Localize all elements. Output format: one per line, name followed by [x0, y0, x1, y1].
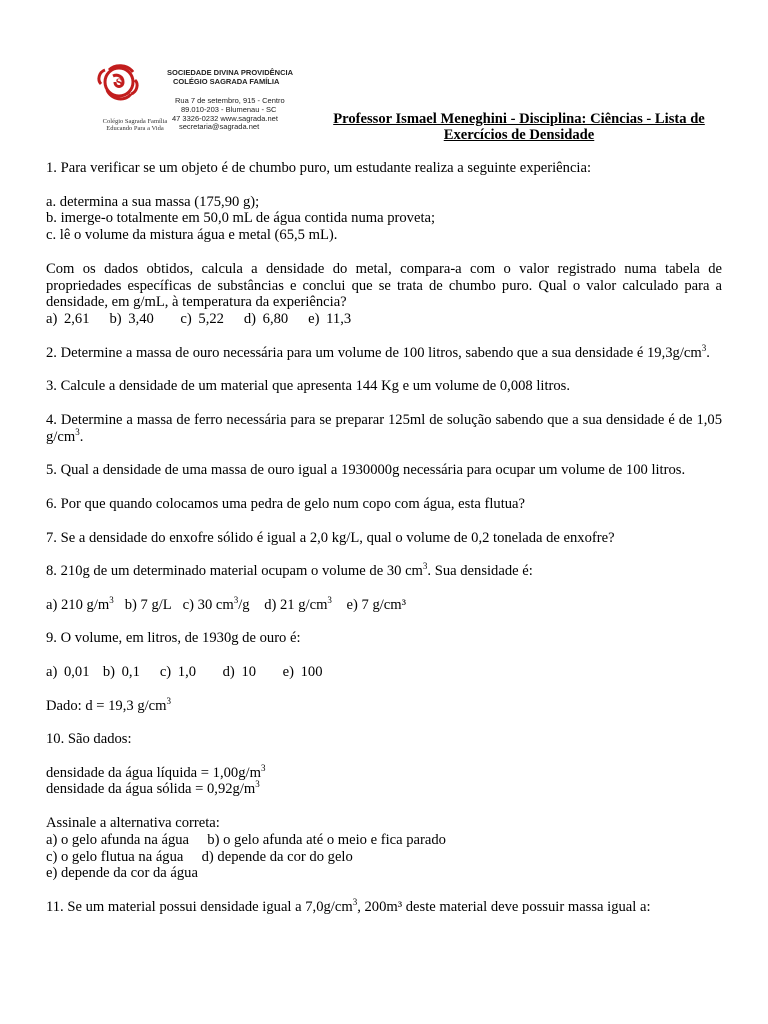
- question-8-options: [46, 594, 722, 614]
- logo-caption-motto: Educando Para a Vida: [106, 125, 164, 132]
- address-line-2: 89.010-203 - Blumenau - SC: [181, 104, 277, 114]
- superscript: 3: [255, 779, 260, 790]
- organization-contact: [172, 96, 285, 132]
- punctuation: .: [706, 344, 710, 361]
- question-9: 9. O volume, em litros, de 1930g de ouro é:: [46, 630, 301, 647]
- superscript: 3: [233, 594, 239, 605]
- question-10-option-d: d) depende da cor do gelo: [201, 848, 353, 865]
- superscript: 3: [422, 561, 428, 572]
- question-8-end: . Sua densidade é:: [427, 563, 533, 580]
- question-1-step-c: c. lê o volume da mistura água e metal (65,5 mL).: [46, 227, 338, 244]
- question-6: 6. Por que quando colocamos uma pedra de gelo num copo com água, esta flutua?: [46, 495, 526, 512]
- superscript: 3: [260, 762, 266, 773]
- question-8-option-a: [46, 594, 114, 613]
- question-1-text: Com os dados obtidos, calcula a densidade do metal, compara-a com o valor registrado numa tabela de propriedades específicas de substâncias e conclui que se trata de chumbo puro. Qual o valor calculado para a densidade, em g/mL, à temperatura da experiência?: [46, 260, 722, 311]
- title-line-2: Exercícios de Densidade: [443, 127, 595, 143]
- question-11-end: , 200m³ deste material deve possuir massa igual a:: [357, 899, 651, 916]
- question-8: [46, 563, 722, 580]
- question-9-given: [46, 695, 722, 715]
- org-name-line-2: COLÉGIO SAGRADA FAMÍLIA: [173, 77, 280, 86]
- question-11-text: 11. Se um material possui densidade igual a 7,0g/cm: [46, 899, 353, 916]
- superscript: 3: [327, 594, 332, 605]
- address-line-1: Rua 7 de setembro, 915 - Centro: [175, 96, 285, 105]
- question-2: [46, 342, 722, 362]
- question-10-option-e: e) depende da cor da água: [46, 865, 198, 882]
- page-title: [320, 111, 718, 143]
- superscript: 3: [166, 695, 172, 706]
- question-4: [46, 412, 722, 446]
- org-name-line-1: SOCIEDADE DIVINA PROVIDÊNCIA: [167, 68, 293, 77]
- question-1-stem: 1. Para verificar se um objeto é de chumbo puro, um estudante realiza a seguinte experiência:: [46, 160, 592, 176]
- superscript: 3: [352, 897, 358, 908]
- question-10: 10. São dados:: [46, 731, 132, 748]
- question-8-text: 8. 210g de um determinado material ocupam o volume de 30 cm: [46, 563, 423, 580]
- option-c-text: c) 30 cm: [182, 596, 234, 613]
- organization-name: [167, 68, 293, 86]
- email: secretaria@sagrada.net: [179, 122, 260, 132]
- question-7: 7. Se a densidade do enxofre sólido é igual a 2,0 kg/L, qual o volume de 0,2 tonelada de enxofre?: [46, 529, 615, 546]
- line-text: densidade da água líquida = 1,00g/m: [46, 764, 261, 781]
- superscript: 3: [75, 426, 80, 437]
- question-8-option-b: b) 7 g/L: [124, 596, 172, 613]
- question-10-instruction: Assinale a alternativa correta:: [46, 815, 220, 832]
- question-1-step-b: b. imerge-o totalmente em 50,0 mL de água contida numa proveta;: [46, 210, 436, 227]
- question-8-option-d: [264, 594, 332, 613]
- superscript: 3: [701, 342, 707, 353]
- svg-text:S: S: [115, 75, 123, 89]
- question-11: [46, 899, 722, 916]
- given-text: Dado: d = 19,3 g/cm: [46, 697, 167, 714]
- question-10-line-1: [46, 762, 722, 782]
- option-d-text: d) 21 g/cm: [264, 596, 328, 613]
- exercise-list: [46, 160, 722, 916]
- question-9-options: a) 0,01 b) 0,1 c) 1,0 d) 10 e) 100: [46, 663, 323, 680]
- punctuation: .: [79, 428, 84, 445]
- question-1-step-a: a. determina a sua massa (175,90 g);: [46, 193, 260, 210]
- title-line-1: Professor Ismael Meneghini - Disciplina: Ciências - Lista de: [333, 111, 705, 127]
- question-8-option-c: [182, 594, 250, 613]
- question-1-options: a) 2,61 b) 3,40 c) 5,22 d) 6,80 e) 11,3: [46, 311, 352, 328]
- question-10-options-row-2: [46, 849, 722, 866]
- document-header: [95, 60, 755, 150]
- question-8-option-e: e) 7 g/cm³: [346, 596, 407, 613]
- question-2-text: 2. Determine a massa de ouro necessária para um volume de 100 litros, sabendo que a sua densidade é 19,3g/cm: [46, 344, 702, 361]
- question-10-option-a: a) o gelo afunda na água: [46, 831, 190, 848]
- question-5: 5. Qual a densidade de uma massa de ouro igual a 1930000g necessária para ocupar um volume de 100 litros.: [46, 462, 686, 479]
- superscript: 3: [109, 594, 114, 605]
- question-10-option-b: b) o gelo afunda até o meio e fica parado: [207, 831, 446, 848]
- option-a-text: a) 210 g/m: [46, 596, 110, 613]
- option-c-end: /g: [238, 596, 250, 613]
- logo-caption: [95, 118, 175, 132]
- question-3: 3. Calcule a densidade de um material que apresenta 144 Kg e um volume de 0,008 litros.: [46, 378, 571, 395]
- line-text: densidade da água sólida = 0,92g/m: [46, 781, 256, 798]
- logo-caption-name: Colégio Sagrada Família: [102, 118, 168, 125]
- question-10-options-row-1: [46, 832, 722, 849]
- question-4-text: 4. Determine a massa de ferro necessária para se preparar 125ml de solução sabendo que a sua densidade é de 1,05 g/cm: [46, 411, 722, 445]
- question-10-option-c: c) o gelo flutua na água: [46, 848, 184, 865]
- question-10-line-2: [46, 781, 722, 798]
- phone-website: 47 3326-0232 www.sagrada.net: [172, 113, 278, 123]
